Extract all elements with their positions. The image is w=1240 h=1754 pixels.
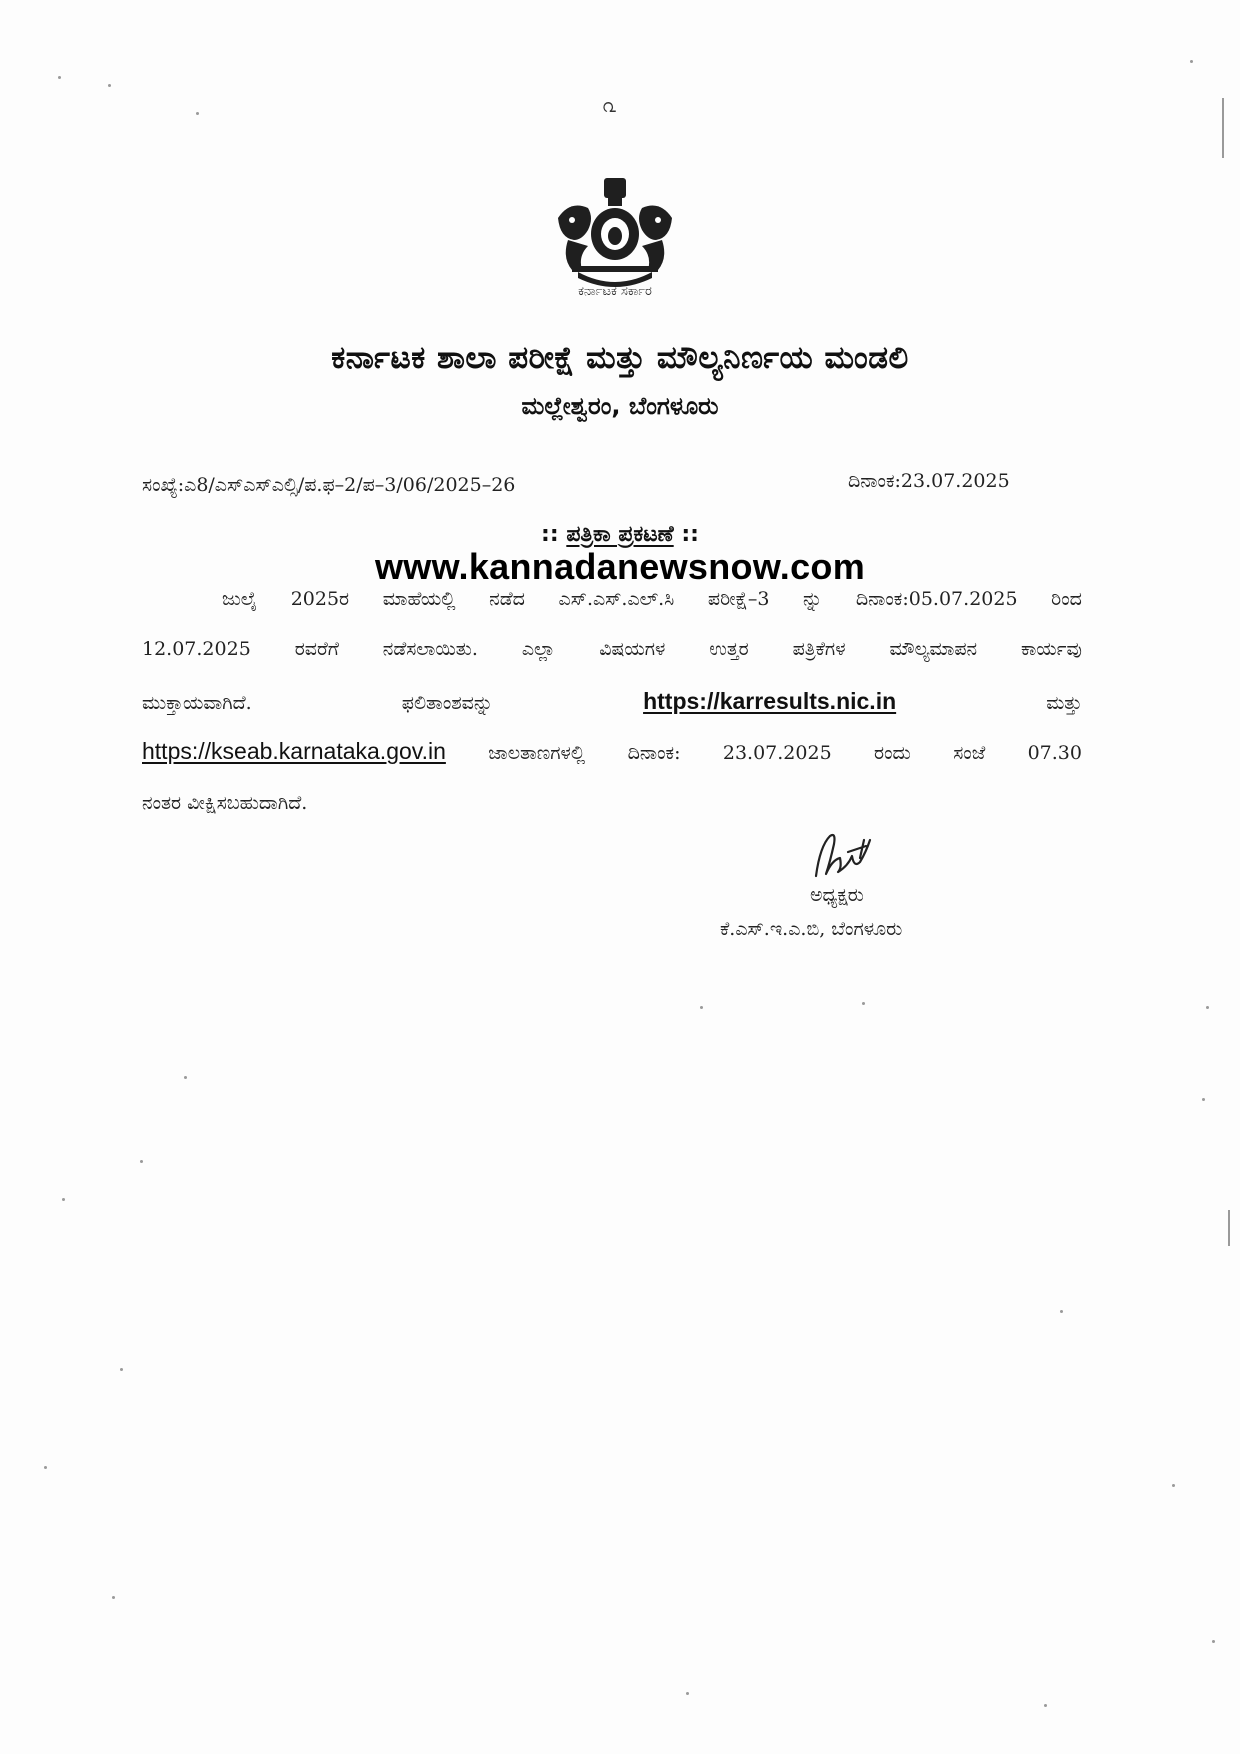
scan-speck	[58, 76, 61, 79]
scan-edge-mark	[1222, 98, 1224, 158]
scan-speck	[862, 1002, 865, 1005]
kseab-link[interactable]: https://kseab.karnataka.gov.in	[142, 738, 446, 764]
emblem-caption: ಕರ್ನಾಟಕ ಸರ್ಕಾರ	[578, 284, 652, 299]
word: ದಿನಾಂಕ:	[627, 742, 681, 764]
notice-heading-prefix: ::	[541, 522, 559, 547]
scan-speck	[62, 1198, 65, 1201]
karresults-link[interactable]: https://karresults.nic.in	[643, 688, 897, 714]
scan-speck	[1202, 1098, 1205, 1101]
karnataka-emblem-icon	[548, 178, 682, 288]
word: ಮತ್ತು	[1046, 692, 1082, 714]
signatory-title: ಅಧ್ಯಕ್ಷರು	[810, 884, 864, 906]
word: ಮಾಹೆಯಲ್ಲಿ	[382, 588, 456, 610]
scan-speck	[686, 1692, 689, 1695]
board-title: ಕರ್ನಾಟಕ ಶಾಲಾ ಪರೀಕ್ಷೆ ಮತ್ತು ಮೌಲ್ಯನಿರ್ಣಯ ಮಂಡಲಿ	[331, 340, 909, 376]
word: ಫಲಿತಾಂಶವನ್ನು	[401, 692, 494, 714]
word: ವಿಷಯಗಳ	[599, 638, 666, 660]
word: ಉತ್ತರ	[709, 638, 749, 660]
word: ರವರೆಗೆ	[294, 638, 339, 660]
notice-heading-text: ಪತ್ರಿಕಾ ಪ್ರಕಟಣೆ	[566, 522, 674, 547]
scan-speck	[700, 1006, 703, 1009]
scan-speck	[1206, 1006, 1209, 1009]
notice-body-line-5: ನಂತರ ವೀಕ್ಷಿಸಬಹುದಾಗಿದೆ.	[142, 792, 308, 814]
scan-speck	[112, 1596, 115, 1599]
word: 12.07.2025	[142, 638, 251, 660]
scan-speck	[44, 1466, 47, 1469]
scan-speck	[1172, 1484, 1175, 1487]
word: ಎಲ್ಲಾ	[521, 638, 556, 660]
word: ಪತ್ರಿಕೆಗಳ	[792, 638, 846, 660]
word: ಕಾರ್ಯವು	[1021, 638, 1082, 660]
reference-number: ಸಂಖ್ಯೆ:ಎ8/ಎಸ್ಎಸ್ಎಲ್ಸಿ/ಪ.ಫ–2/ಪ–3/06/2025–26	[142, 474, 516, 496]
word: ರಿಂದ	[1051, 588, 1082, 610]
scan-speck	[120, 1368, 123, 1371]
reference-date: ದಿನಾಂಕ:23.07.2025	[848, 470, 1010, 492]
scan-speck	[1212, 1640, 1215, 1643]
word: ನಡೆಸಲಾಯಿತು.	[382, 638, 478, 660]
word: ನಡೆದ	[489, 588, 525, 610]
word: 07.30	[1027, 742, 1082, 764]
handwritten-signature	[808, 826, 888, 888]
word: ಸಂಜೆ	[953, 742, 986, 764]
signatory-office: ಕೆ.ಎಸ್.ಇ.ಎ.ಬಿ, ಬೆಂಗಳೂರು	[720, 918, 903, 940]
word: ಮೌಲ್ಯಮಾಪನ	[889, 638, 978, 660]
notice-body-line-2	[142, 638, 1082, 660]
word: ರಂದು	[874, 742, 911, 764]
word: ದಿನಾಂಕ:05.07.2025	[855, 588, 1018, 610]
notice-body-line-4	[142, 738, 1082, 765]
scan-speck	[1060, 1310, 1063, 1313]
word: ಮುಕ್ತಾಯವಾಗಿದೆ.	[142, 692, 252, 714]
scan-edge-mark	[1228, 1210, 1230, 1246]
board-location: ಮಲ್ಲೇಶ್ವರಂ, ಬೆಂಗಳೂರು	[521, 392, 719, 420]
scan-speck	[1044, 1704, 1047, 1707]
word: ಜುಲೈ	[222, 588, 258, 610]
scan-speck	[1190, 60, 1193, 63]
word: 2025ರ	[290, 588, 350, 610]
watermark-url: www.kannadanewsnow.com	[374, 546, 866, 587]
scan-speck	[196, 112, 199, 115]
word: ನ್ನು	[803, 588, 823, 610]
word: ಜಾಲತಾಣಗಳಲ್ಲಿ	[488, 742, 586, 764]
word: 23.07.2025	[722, 742, 832, 764]
notice-body-line-3	[142, 688, 1082, 715]
scan-speck	[140, 1160, 143, 1163]
scan-speck	[184, 1076, 187, 1079]
notice-body-line-1	[142, 588, 1082, 610]
word: ಪರೀಕ್ಷೆ–3	[707, 588, 770, 610]
word: ಎಸ್.ಎಸ್.ಎಲ್.ಸಿ	[558, 588, 675, 610]
notice-heading-suffix: ::	[681, 522, 699, 547]
page-number-mark: ൨	[602, 96, 616, 117]
notice-heading	[420, 522, 820, 547]
scan-speck	[108, 84, 111, 87]
